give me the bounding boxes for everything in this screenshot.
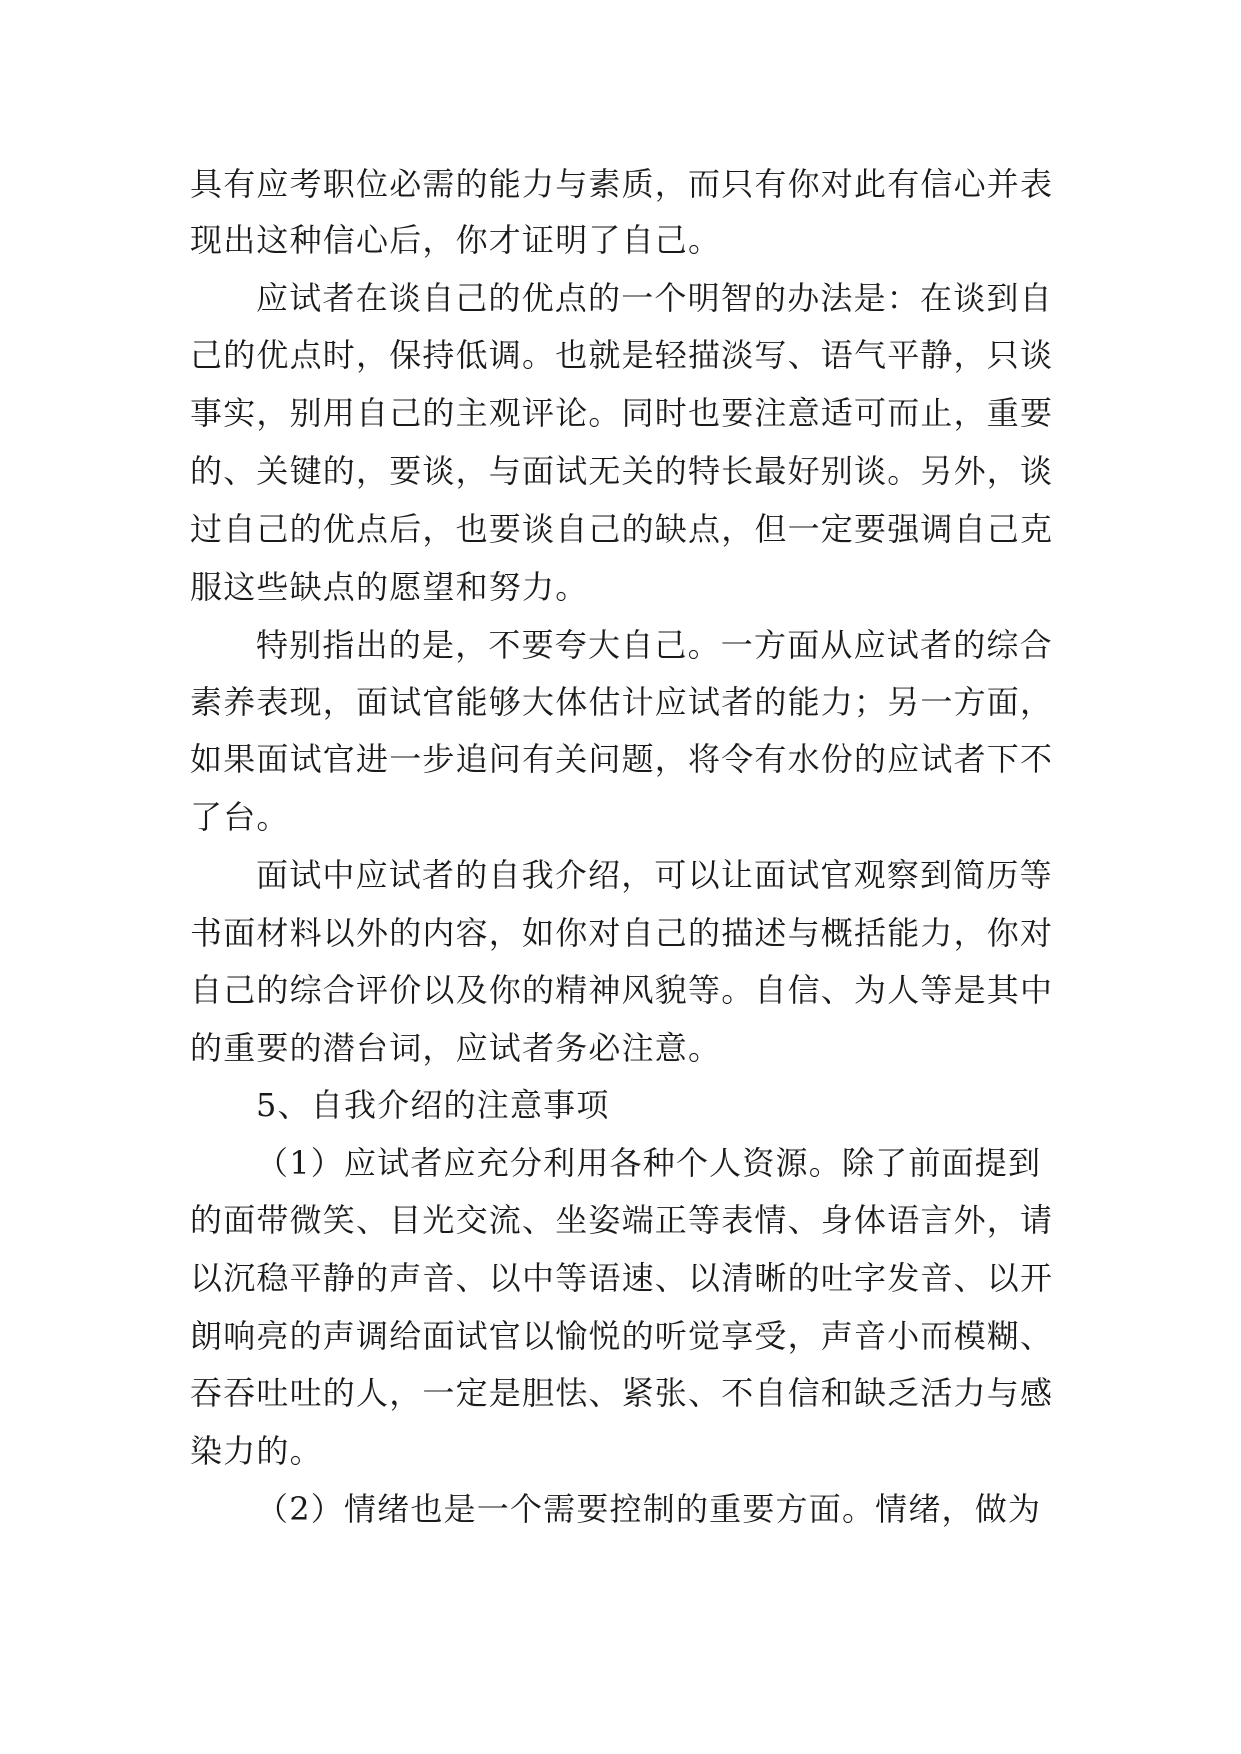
text-line: 的面带微笑、目光交流、坐姿端正等表情、身体语言外，请 [190,1201,1054,1239]
text-line: 以沉稳平静的声音、以中等语速、以清晰的吐字发音、以开 [190,1259,1054,1297]
text-line: 书面材料以外的内容，如你对自己的描述与概括能力，你对 [190,914,1054,952]
text-line: 自己的综合评价以及你的精神风貌等。自信、为人等是其中 [190,971,1054,1009]
text-line: 染力的。 [190,1432,323,1470]
text-line: 的重要的潜台词，应试者务必注意。 [190,1029,722,1067]
text-line: （2）情绪也是一个需要控制的重要方面。情绪，做为 [256,1490,1042,1528]
text-line: 具有应考职位必需的能力与素质，而只有你对此有信心并表 [190,165,1054,203]
text-line: 如果面试官进一步追问有关问题，将令有水份的应试者下不 [190,740,1054,778]
text-line: 现出这种信心后，你才证明了自己。 [190,221,722,259]
text-line: 己的优点时，保持低调。也就是轻描淡写、语气平静，只谈 [190,336,1054,374]
text-line: （1）应试者应充分利用各种个人资源。除了前面提到 [256,1144,1042,1182]
text-line: 朗响亮的声调给面试官以愉悦的听觉享受，声音小而模糊、 [190,1317,1054,1355]
section-heading: 5、自我介绍的注意事项 [256,1086,610,1124]
text-line: 事实，别用自己的主观评论。同时也要注意适可而止，重要 [190,394,1054,432]
text-line: 应试者在谈自己的优点的一个明智的办法是：在谈到自 [256,279,1053,317]
text-line: 的、关键的，要谈，与面试无关的特长最好别谈。另外，谈 [190,452,1054,490]
text-line: 服这些缺点的愿望和努力。 [190,568,589,606]
text-line: 吞吞吐吐的人，一定是胆怯、紧张、不自信和缺乏活力与感 [190,1374,1054,1412]
text-line: 过自己的优点后，也要谈自己的缺点，但一定要强调自己克 [190,510,1054,548]
text-line: 了台。 [190,798,290,836]
text-line: 面试中应试者的自我介绍，可以让面试官观察到简历等 [256,856,1053,894]
text-line: 特别指出的是，不要夸大自己。一方面从应试者的综合 [256,626,1053,664]
text-line: 素养表现，面试官能够大体估计应试者的能力；另一方面， [190,683,1054,721]
